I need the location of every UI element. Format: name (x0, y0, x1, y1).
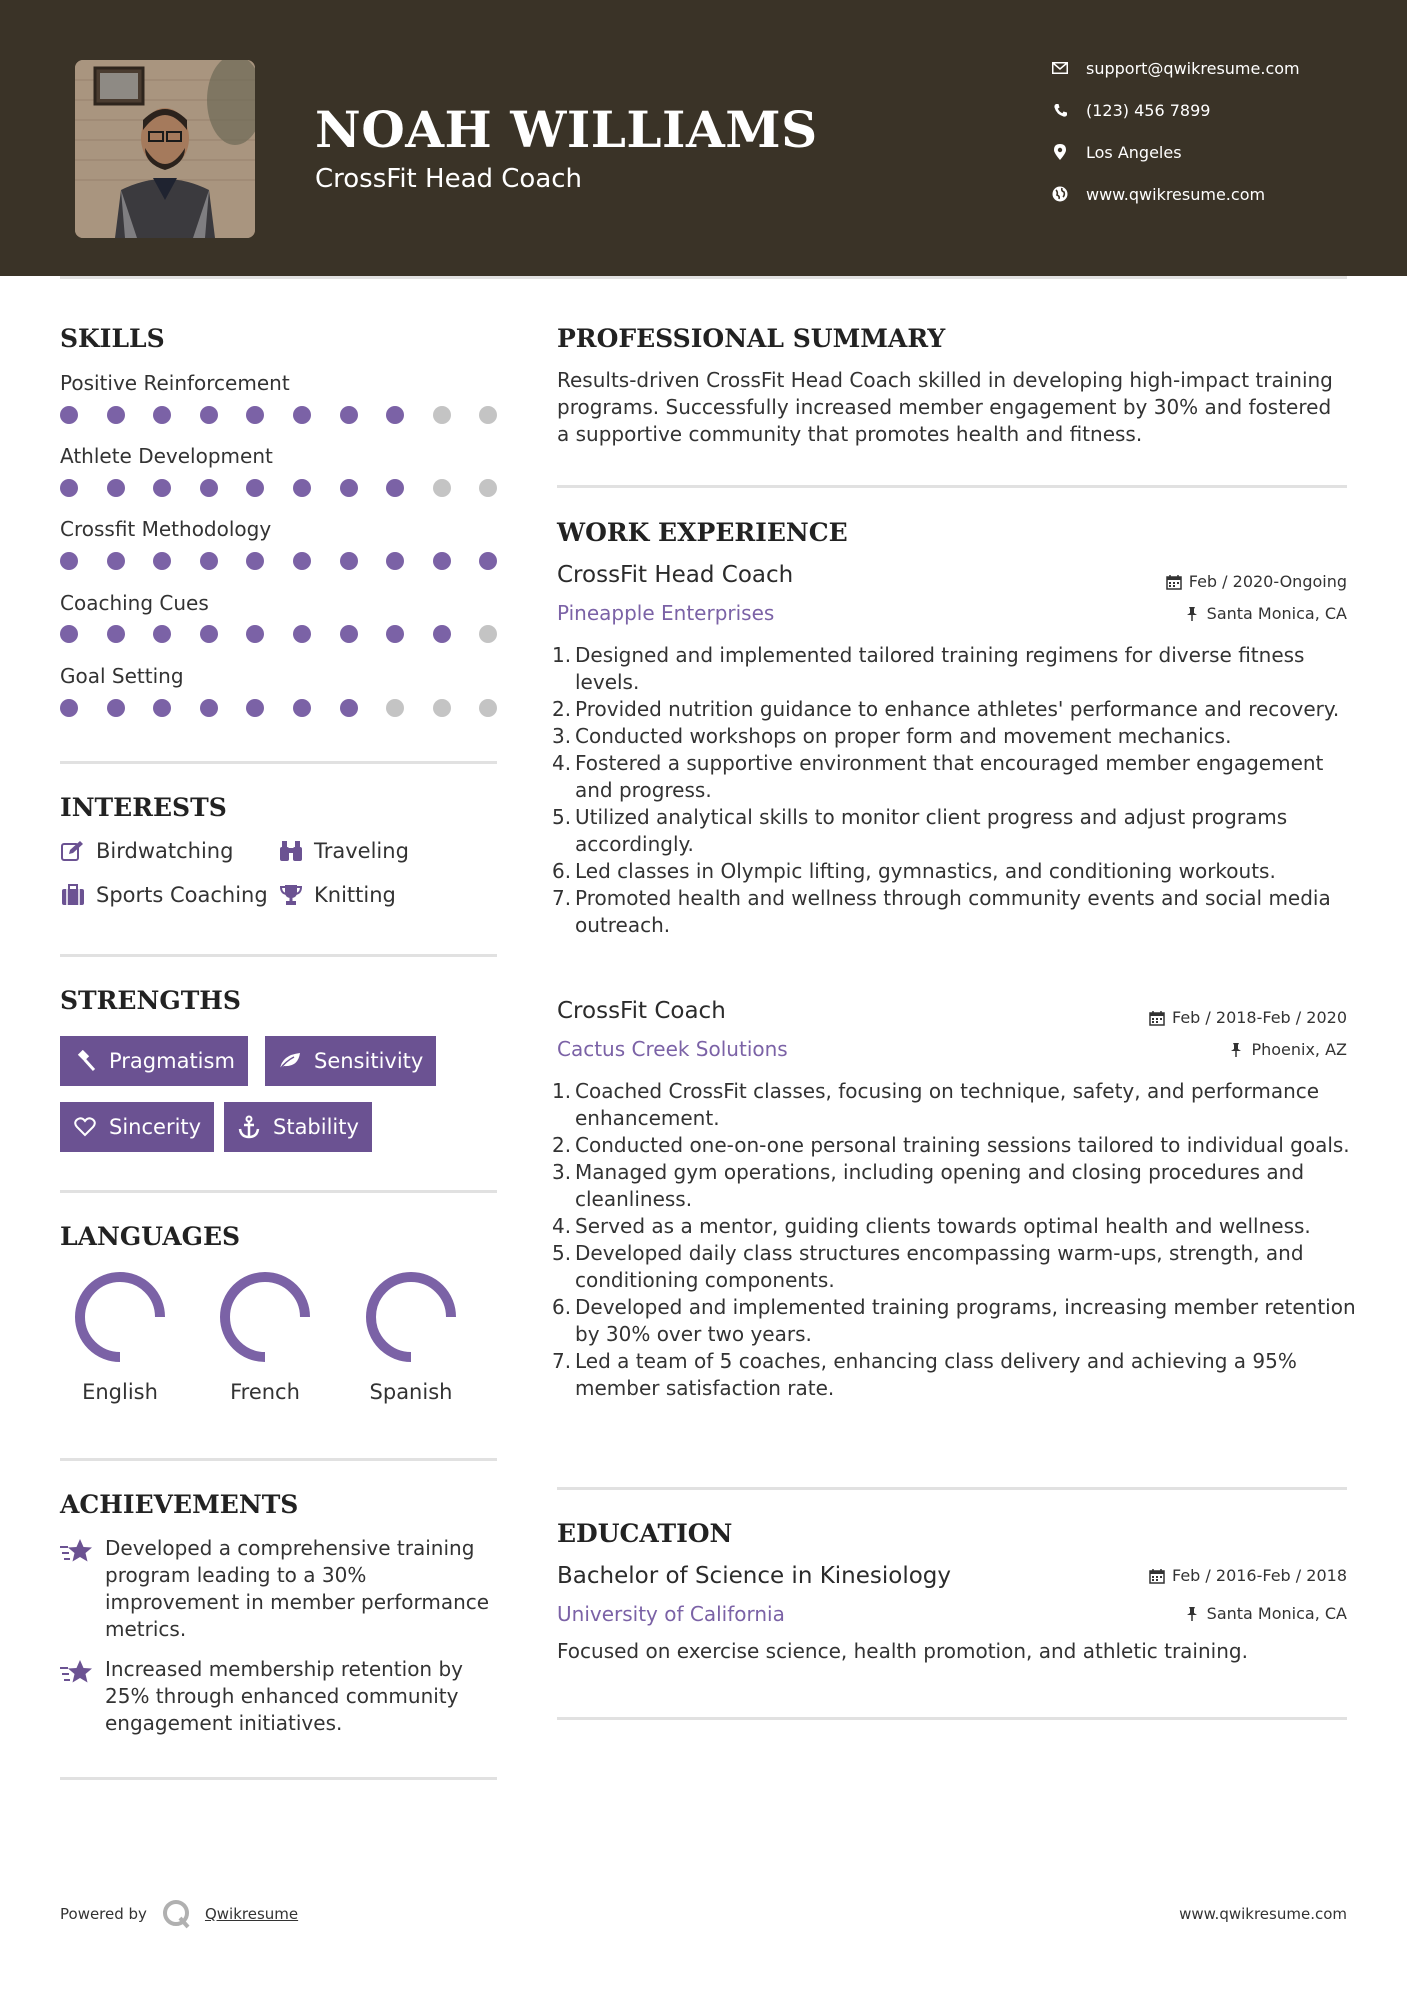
rating-dot-filled (200, 406, 218, 424)
phone-icon (1050, 100, 1070, 120)
skill-name: Coaching Cues (60, 591, 209, 615)
interest-item: Traveling (278, 839, 409, 863)
duty-item: Developed daily class structures encompassing warm-ups, strength, and conditioning components. (575, 1241, 1304, 1292)
strength-tag: Stability (224, 1102, 372, 1152)
skill-rating (60, 552, 500, 572)
contact-website[interactable]: www.qwikresume.com (1050, 184, 1370, 204)
strength-tag: Sincerity (60, 1102, 214, 1152)
candidate-name: NOAH WILLIAMS (315, 100, 818, 159)
contact-location: Los Angeles (1050, 142, 1370, 162)
envelope-icon (1050, 58, 1070, 78)
calendar-icon (1148, 1009, 1166, 1027)
anchor-icon (237, 1115, 261, 1139)
education-divider (557, 1717, 1347, 1720)
skill-rating (60, 699, 500, 719)
education-heading: EDUCATION (557, 1519, 733, 1548)
job-dates: Feb / 2018-Feb / 2020 (1148, 1008, 1347, 1027)
language-ring (218, 1270, 312, 1364)
achievement-item: Increased membership retention by 25% through enhanced community engagement initiatives. (60, 1656, 500, 1737)
qwikresume-link[interactable]: Qwikresume (204, 1905, 299, 1923)
summary-text: Results-driven CrossFit Head Coach skilled in developing high-impact training programs. Successfully increased member engagement by 30% and fostered a supportive community that promotes health and fitness. (557, 368, 1333, 446)
rating-dot-filled (60, 552, 78, 570)
achievement-item: Developed a comprehensive training program leading to a 30% improvement in member performance metrics. (60, 1535, 500, 1643)
rating-dot-filled (340, 552, 358, 570)
language-item: English (60, 1270, 180, 1404)
map-marker-icon (1050, 142, 1070, 162)
rating-dot-filled (386, 625, 404, 643)
rating-dot-filled (293, 625, 311, 643)
job-dates: Feb / 2020-Ongoing (1165, 572, 1347, 591)
degree-title: Bachelor of Science in Kinesiology (557, 1563, 952, 1589)
rating-dot-filled (246, 625, 264, 643)
pushpin-icon (1183, 1605, 1201, 1623)
rating-dot-empty (433, 699, 451, 717)
skill-rating (60, 406, 500, 426)
rating-dot-filled (246, 552, 264, 570)
rating-dot-filled (60, 406, 78, 424)
language-ring (73, 1270, 167, 1364)
interest-item: Knitting (278, 883, 396, 907)
leaf-icon (278, 1049, 302, 1073)
rating-dot-filled (386, 479, 404, 497)
duty-item: Utilized analytical skills to monitor client progress and adjust programs accordingly. (575, 805, 1288, 856)
rating-dot-filled (153, 406, 171, 424)
rating-dot-empty (433, 406, 451, 424)
duty-item: Conducted one-on-one personal training sessions tailored to individual goals. (575, 1133, 1350, 1157)
rating-dot-empty (386, 699, 404, 717)
strength-tag: Pragmatism (60, 1036, 248, 1086)
interest-item: Sports Coaching (60, 883, 268, 907)
rating-dot-filled (246, 406, 264, 424)
duty-item: Managed gym operations, including opening and closing procedures and cleanliness. (575, 1160, 1305, 1211)
globe-icon (1050, 184, 1070, 204)
rating-dot-filled (200, 479, 218, 497)
job-duties (557, 642, 1357, 939)
resume-header (0, 0, 1407, 276)
interest-item: Birdwatching (60, 839, 233, 863)
education-location: Santa Monica, CA (1183, 1604, 1347, 1623)
rating-dot-filled (433, 552, 451, 570)
heart-icon (73, 1115, 97, 1139)
rating-dot-filled (107, 479, 125, 497)
skills-heading: SKILLS (60, 324, 165, 353)
skill-name: Goal Setting (60, 664, 184, 688)
star-icon (60, 1537, 94, 1567)
strengths-heading: STRENGTHS (60, 986, 241, 1015)
trophy-icon (278, 883, 304, 907)
edit-icon (60, 839, 86, 863)
languages-heading: LANGUAGES (60, 1222, 241, 1251)
duty-item: Led classes in Olympic lifting, gymnastics, and conditioning workouts. (575, 859, 1276, 883)
strengths-divider (60, 1190, 497, 1193)
pushpin-icon (1227, 1041, 1245, 1059)
calendar-icon (1148, 1567, 1166, 1585)
experience-heading: WORK EXPERIENCE (557, 518, 848, 547)
experience-divider (557, 1487, 1347, 1490)
rating-dot-filled (107, 625, 125, 643)
rating-dot-filled (340, 406, 358, 424)
rating-dot-filled (153, 699, 171, 717)
profile-photo (75, 60, 255, 238)
duty-item: Fostered a supportive environment that encouraged member engagement and progress. (575, 751, 1324, 802)
rating-dot-filled (340, 699, 358, 717)
skill-rating (60, 479, 500, 499)
language-item: Spanish (351, 1270, 471, 1404)
rating-dot-filled (293, 699, 311, 717)
achievements-heading: ACHIEVEMENTS (60, 1490, 299, 1519)
school-name: University of California (557, 1602, 785, 1626)
job-title: CrossFit Coach (557, 998, 726, 1024)
rating-dot-filled (153, 479, 171, 497)
rating-dot-filled (433, 625, 451, 643)
skill-name: Positive Reinforcement (60, 371, 290, 395)
company-name: Cactus Creek Solutions (557, 1037, 788, 1061)
skill-name: Crossfit Methodology (60, 517, 272, 541)
summary-heading: PROFESSIONAL SUMMARY (557, 324, 946, 353)
rating-dot-empty (433, 479, 451, 497)
interests-heading: INTERESTS (60, 793, 227, 822)
rating-dot-filled (60, 625, 78, 643)
rating-dot-filled (293, 406, 311, 424)
rating-dot-empty (479, 406, 497, 424)
calendar-icon (1165, 573, 1183, 591)
gavel-icon (73, 1049, 97, 1073)
duty-item: Conducted workshops on proper form and movement mechanics. (575, 724, 1232, 748)
skills-divider (60, 761, 497, 764)
rating-dot-filled (293, 552, 311, 570)
skill-rating (60, 625, 500, 645)
job-duties (557, 1078, 1357, 1402)
rating-dot-filled (107, 406, 125, 424)
rating-dot-filled (107, 552, 125, 570)
job-title: CrossFit Head Coach (557, 562, 794, 588)
rating-dot-filled (153, 552, 171, 570)
rating-dot-filled (340, 625, 358, 643)
rating-dot-filled (386, 406, 404, 424)
pushpin-icon (1183, 605, 1201, 623)
duty-item: Designed and implemented tailored training regimens for diverse fitness levels. (575, 643, 1305, 694)
strength-tag: Sensitivity (265, 1036, 436, 1086)
candidate-title: CrossFit Head Coach (315, 164, 583, 194)
rating-dot-filled (107, 699, 125, 717)
rating-dot-empty (479, 625, 497, 643)
rating-dot-empty (479, 479, 497, 497)
education-dates: Feb / 2016-Feb / 2018 (1148, 1566, 1347, 1585)
duty-item: Served as a mentor, guiding clients towards optimal health and wellness. (575, 1214, 1311, 1238)
binoculars-icon (278, 839, 304, 863)
job-location: Santa Monica, CA (1183, 604, 1347, 623)
duty-item: Provided nutrition guidance to enhance athletes' performance and recovery. (575, 697, 1340, 721)
duty-item: Developed and implemented training programs, increasing member retention by 30% over two years. (575, 1295, 1356, 1346)
rating-dot-filled (153, 625, 171, 643)
skill-name: Athlete Development (60, 444, 273, 468)
summary-divider (557, 485, 1347, 488)
star-icon (60, 1658, 94, 1688)
qwikresume-logo-icon (161, 1898, 193, 1930)
rating-dot-filled (293, 479, 311, 497)
rating-dot-filled (60, 479, 78, 497)
rating-dot-filled (340, 479, 358, 497)
company-name: Pineapple Enterprises (557, 601, 775, 625)
duty-item: Led a team of 5 coaches, enhancing class delivery and achieving a 95% member satisfaction rate. (575, 1349, 1297, 1400)
briefcase-icon (60, 883, 86, 907)
footer-branding: Powered by Qwikresume (60, 1898, 298, 1930)
duty-item: Promoted health and wellness through community events and social media outreach. (575, 886, 1331, 937)
rating-dot-filled (246, 699, 264, 717)
header-divider (60, 276, 1347, 279)
rating-dot-filled (60, 699, 78, 717)
footer-website[interactable]: www.qwikresume.com (1179, 1905, 1347, 1923)
language-ring (364, 1270, 458, 1364)
contact-phone[interactable]: (123) 456 7899 (1050, 100, 1370, 120)
rating-dot-filled (200, 699, 218, 717)
education-description: Focused on exercise science, health promotion, and athletic training. (557, 1639, 1248, 1663)
rating-dot-filled (246, 479, 264, 497)
languages-divider (60, 1458, 497, 1461)
achievements-divider (60, 1777, 497, 1780)
job-location: Phoenix, AZ (1227, 1040, 1347, 1059)
rating-dot-filled (479, 552, 497, 570)
interests-divider (60, 954, 497, 957)
rating-dot-filled (200, 552, 218, 570)
rating-dot-filled (200, 625, 218, 643)
rating-dot-empty (479, 699, 497, 717)
rating-dot-filled (386, 552, 404, 570)
duty-item: Coached CrossFit classes, focusing on technique, safety, and performance enhancement. (575, 1079, 1320, 1130)
language-item: French (205, 1270, 325, 1404)
contact-email[interactable]: support@qwikresume.com (1050, 58, 1370, 78)
